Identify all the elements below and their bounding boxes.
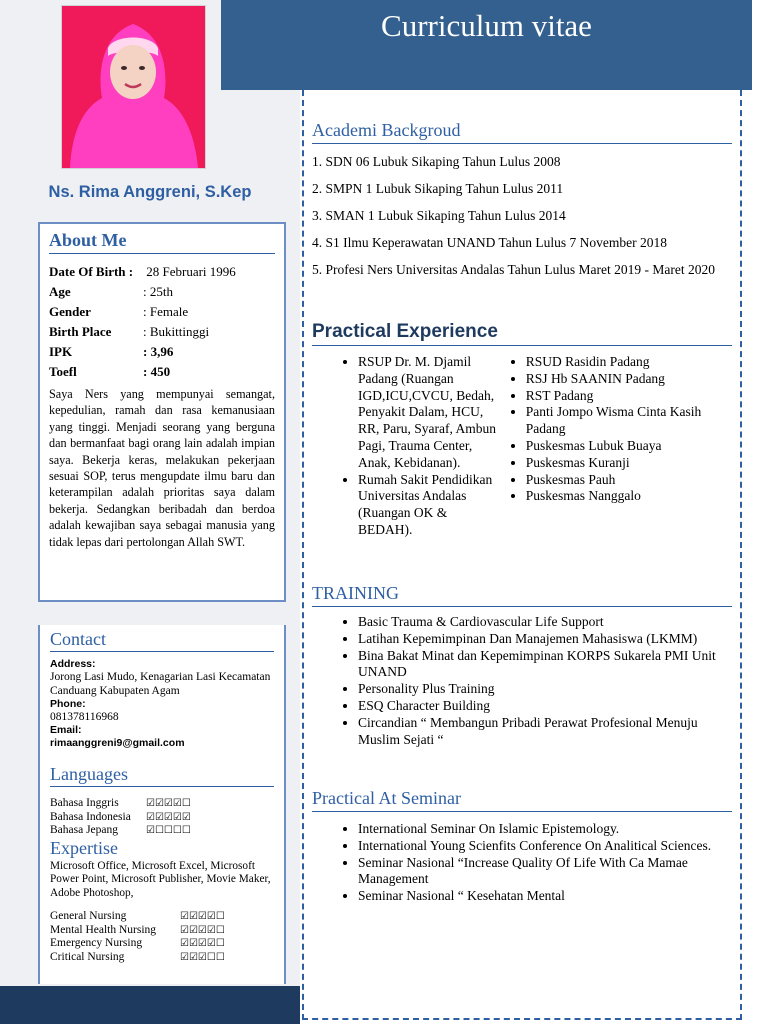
software-skills: Microsoft Office, Microsoft Excel, Microsoft Power Point, Microsoft Publisher, Movie Maker, Adobe Photoshop,	[50, 859, 271, 899]
seminar-title: Practical At Seminar	[312, 788, 732, 812]
profile-photo-image	[62, 6, 205, 168]
expertise-row: General Nursing ☑☑☑☑☐	[50, 910, 225, 922]
about-me-title: About Me	[49, 230, 275, 254]
experience-item: • RSUD Rasidin Padang	[526, 354, 732, 371]
education-item: 5. Profesi Ners Universitas Andalas Tahun Lulus Maret 2019 - Maret 2020	[312, 262, 715, 277]
experience-title: Practical Experience	[312, 321, 732, 346]
experience-item: • RST Padang	[526, 388, 732, 405]
experience-item: • Puskesmas Nanggalo	[526, 488, 732, 505]
education-item: 2. SMPN 1 Lubuk Sikaping Tahun Lulus 2011	[312, 181, 564, 196]
experience-item: • Puskesmas Pauh	[526, 472, 732, 489]
education-section	[312, 120, 732, 278]
address-value: Jorong Lasi Mudo, Kenagarian Lasi Kecamatan Canduang Kabupaten Agam	[50, 671, 271, 697]
email-value: rimaanggreni9@gmail.com	[50, 737, 185, 749]
experience-item: • Rumah Sakit Pendidikan Universitas Andalas (Ruangan OK & BEDAH).	[358, 472, 502, 539]
contact-panel	[38, 625, 286, 984]
training-item: • Bina Bakat Minat dan Kepemimpinan KORPS Sukarela PMI Unit UNAND	[358, 648, 732, 682]
expertise-row: Emergency Nursing ☑☑☑☑☐	[50, 937, 225, 949]
education-item: 1. SDN 06 Lubuk Sikaping Tahun Lulus 2008	[312, 154, 561, 169]
experience-item: • RSUP Dr. M. Djamil Padang (Ruangan IGD,ICU,CVCU, Bedah, Penyakit Dalam, HCU, RR, Paru, Syaraf, Ambun Pagi, Trauma Center, Anak, Kebidanan).	[358, 354, 502, 472]
expertise-row: Mental Health Nursing ☑☑☑☑☐	[50, 923, 225, 936]
experience-item: • RSJ Hb SAANIN Padang	[526, 371, 732, 388]
language-row: Bahasa Jepang ☑☐☐☐☐	[50, 824, 191, 836]
education-item: 3. SMAN 1 Lubuk Sikaping Tahun Lulus 2014	[312, 208, 566, 223]
expertise-row: Critical Nursing ☑☑☑☐☐	[50, 950, 225, 963]
email-label: Email:	[50, 724, 82, 736]
rating-boxes: ☑☐☐☐☐	[146, 825, 191, 836]
contact-title: Contact	[50, 629, 274, 652]
training-item: • Personality Plus Training	[358, 681, 732, 698]
training-item: • Latihan Kepemimpinan Dan Manajemen Mahasiswa (LKMM)	[358, 631, 732, 648]
language-row: Bahasa Indonesia ☑☑☑☑☑	[50, 810, 191, 823]
seminar-item: • International Seminar On Islamic Epistemology.	[358, 821, 732, 838]
info-row-age: Age : 25th	[49, 284, 173, 299]
experience-item: • Puskesmas Kuranji	[526, 455, 732, 472]
expertise-title: Expertise	[50, 837, 118, 858]
rating-boxes: ☑☑☑☑☐	[180, 911, 225, 922]
profile-photo	[61, 5, 206, 169]
about-me-box	[38, 222, 286, 602]
seminar-item: • Seminar Nasional “Increase Quality Of Life With Ca Mamae Management	[358, 855, 732, 889]
experience-section	[312, 321, 732, 539]
profile-name: Ns. Rima Anggreni, S.Kep	[48, 183, 252, 201]
info-row-dob: Date Of Birth : 28 Februari 1996	[49, 264, 236, 279]
experience-item: • Puskesmas Lubuk Buaya	[526, 438, 732, 455]
phone-value: 081378116968	[50, 711, 119, 723]
rating-boxes: ☑☑☑☑☑	[146, 811, 191, 823]
info-row-gender: Gender : Female	[49, 304, 189, 319]
phone-label: Phone:	[50, 698, 86, 710]
address-label: Address:	[50, 658, 96, 670]
seminar-item: • International Young Scienfits Conference On Analitical Sciences.	[358, 838, 732, 855]
rating-boxes: ☑☑☑☐☐	[180, 951, 225, 963]
info-row-toefl: Toefl : 450	[49, 364, 171, 379]
bottom-accent-bar	[0, 986, 300, 1024]
training-section	[312, 583, 732, 748]
training-item: • ESQ Character Building	[358, 698, 732, 715]
info-row-ipk: IPK : 3,96	[49, 344, 174, 359]
seminar-item: • Seminar Nasional “ Kesehatan Mental	[358, 888, 732, 905]
experience-item: • Panti Jompo Wisma Cinta Kasih Padang	[526, 404, 732, 438]
seminar-section	[312, 788, 732, 905]
rating-boxes: ☑☑☑☑☐	[146, 798, 191, 809]
education-item: 4. S1 Ilmu Keperawatan UNAND Tahun Lulus 7 November 2018	[312, 235, 667, 250]
training-title: TRAINING	[312, 583, 732, 607]
training-item: • Basic Trauma & Cardiovascular Life Support	[358, 614, 732, 631]
page-title: Curriculum vitae	[381, 8, 592, 43]
languages-title: Languages	[50, 764, 274, 787]
rating-boxes: ☑☑☑☑☐	[180, 924, 225, 936]
about-me-text: Saya Ners yang mempunyai semangat, kepedulian, ramah dan rasa kemanusiaan yang tinggi. Menjadi seorang yang berguna dan bermanfaat bagi orang lain adalah impian saya. Bekerja keras, melakukan pekerjaan sesuai SOP, terus mengupdate ilmu baru dan keterampilan adalah prioritas saya dalam bekerja. Sedangkan beribadah dan berdoa adalah kewajiban saya sebagai manusia yang tidak lepas dari pertolongan Allah SWT.	[49, 387, 275, 549]
education-title: Academi Backgroud	[312, 120, 732, 144]
rating-boxes: ☑☑☑☑☐	[180, 938, 225, 949]
training-item: • Circandian “ Membangun Pribadi Perawat Profesional Menuju Muslim Sejati “	[358, 715, 732, 749]
info-row-birth-place: Birth Place : Bukittinggi	[49, 324, 210, 339]
language-row: Bahasa Inggris ☑☑☑☑☐	[50, 797, 191, 809]
